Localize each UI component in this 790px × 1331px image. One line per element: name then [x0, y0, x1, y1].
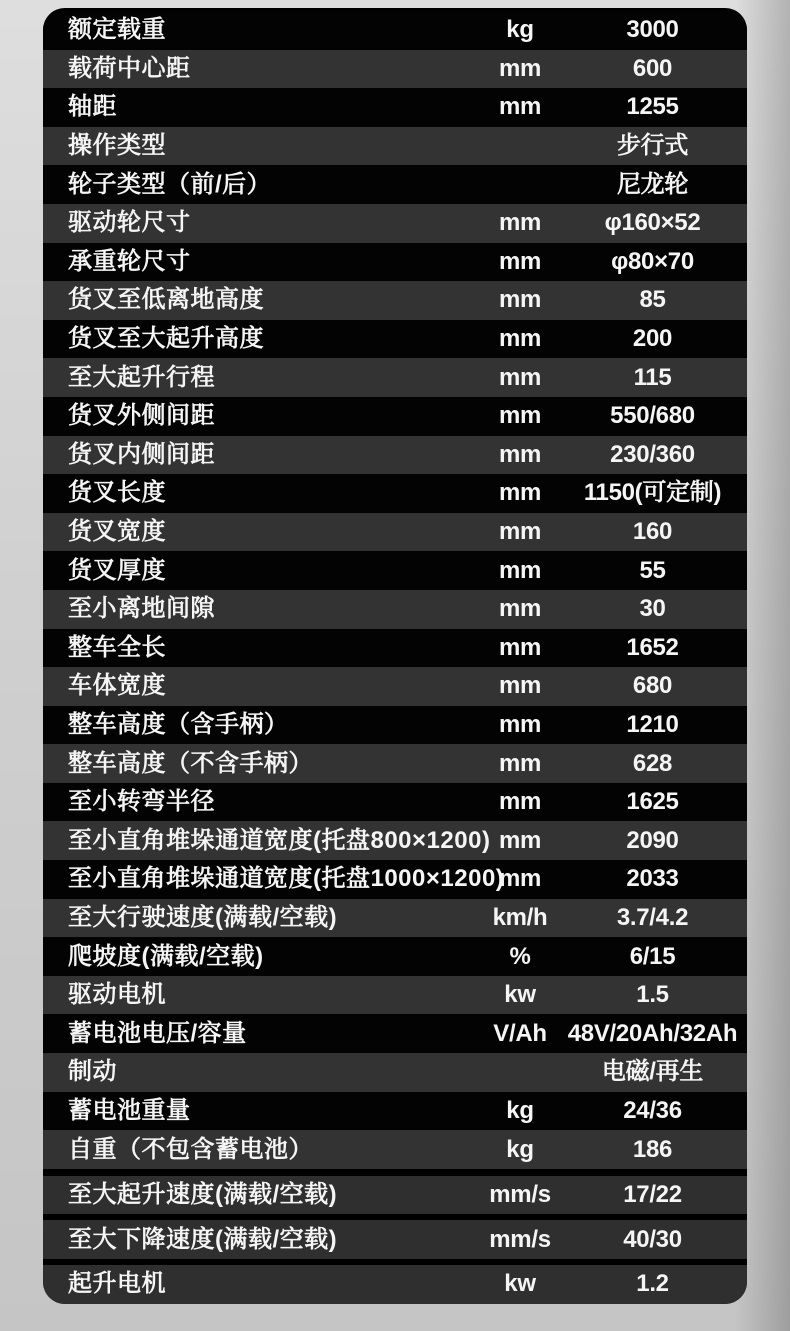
spec-row — [43, 551, 747, 590]
spec-label: 轴距 — [68, 93, 117, 121]
spec-value: 1.2 — [636, 1270, 669, 1298]
spec-value: φ80×70 — [611, 247, 694, 275]
spec-unit: mm/s — [489, 1225, 551, 1253]
spec-unit: kw — [504, 981, 536, 1009]
spec-unit: mm — [498, 672, 542, 700]
spec-label: 整车高度（含手柄） — [68, 710, 289, 738]
spec-unit: mm — [498, 209, 542, 237]
spec-label: 货叉长度 — [68, 479, 166, 507]
spec-label: 轮子类型（前/后） — [68, 170, 272, 198]
spec-row — [43, 358, 747, 397]
spec-value: 尼龙轮 — [616, 170, 689, 198]
spec-label: 整车全长 — [68, 633, 166, 661]
spec-label: 至大行驶速度(满载/空载) — [68, 903, 338, 931]
spec-row — [43, 590, 747, 629]
spec-value: 30 — [639, 595, 666, 623]
spec-value: 1255 — [626, 93, 679, 121]
spec-unit: mm — [498, 93, 542, 121]
spec-row — [43, 1265, 747, 1304]
spec-label: 额定载重 — [68, 16, 166, 44]
spec-row — [43, 1176, 747, 1215]
spec-label: 至小直角堆垛通道宽度(托盘1000×1200) — [68, 865, 505, 893]
spec-row — [43, 50, 747, 89]
spec-row — [43, 976, 747, 1015]
spec-unit: V/Ah — [493, 1019, 547, 1047]
spec-row — [43, 937, 747, 976]
spec-row — [43, 281, 747, 320]
spec-label: 制动 — [68, 1058, 117, 1086]
spec-row — [43, 860, 747, 899]
spec-label: 整车高度（不含手柄） — [68, 749, 313, 777]
spec-row — [43, 397, 747, 436]
spec-value: 1.5 — [636, 981, 669, 1009]
spec-row — [43, 1220, 747, 1259]
spec-value: 40/30 — [623, 1225, 682, 1253]
spec-value: 1150(可定制) — [583, 479, 722, 507]
spec-unit: mm/s — [489, 1181, 551, 1209]
spec-label: 蓄电池电压/容量 — [68, 1019, 247, 1047]
spec-value: 3000 — [626, 16, 679, 44]
spec-value: 17/22 — [623, 1181, 682, 1209]
spec-row — [43, 744, 747, 783]
spec-value: 1652 — [626, 633, 679, 661]
spec-row — [43, 243, 747, 282]
spec-row — [43, 436, 747, 475]
spec-value: 2090 — [626, 826, 679, 854]
spec-unit: % — [509, 942, 531, 970]
spec-value: 电磁/再生 — [601, 1058, 704, 1086]
spec-row — [43, 706, 747, 745]
spec-unit: mm — [498, 595, 542, 623]
spec-unit: mm — [498, 402, 542, 430]
spec-label: 承重轮尺寸 — [68, 247, 191, 275]
spec-row — [43, 1014, 747, 1053]
spec-unit: mm — [498, 556, 542, 584]
spec-label: 至大起升速度(满载/空载) — [68, 1181, 338, 1209]
spec-row — [43, 127, 747, 166]
spec-label: 操作类型 — [68, 132, 166, 160]
spec-row — [43, 667, 747, 706]
spec-label: 货叉宽度 — [68, 518, 166, 546]
spec-row — [43, 1130, 747, 1169]
spec-value: 600 — [632, 54, 673, 82]
spec-value: 160 — [632, 518, 673, 546]
spec-label: 起升电机 — [68, 1270, 166, 1298]
spec-unit: mm — [498, 479, 542, 507]
spec-value: 3.7/4.2 — [616, 903, 689, 931]
spec-unit: mm — [498, 363, 542, 391]
spec-unit: kg — [506, 1135, 534, 1163]
spec-label: 驱动轮尺寸 — [68, 209, 191, 237]
spec-value: 2033 — [626, 865, 679, 893]
spec-unit: mm — [498, 865, 542, 893]
spec-row — [43, 204, 747, 243]
spec-label: 货叉内侧间距 — [68, 440, 215, 468]
spec-label: 自重（不包含蓄电池） — [68, 1135, 313, 1163]
row-gap — [43, 1169, 747, 1176]
spec-label: 车体宽度 — [68, 672, 166, 700]
spec-value: 1210 — [626, 710, 679, 738]
spec-row — [43, 88, 747, 127]
spec-unit: mm — [498, 633, 542, 661]
spec-unit: kw — [504, 1270, 536, 1298]
spec-unit: mm — [498, 788, 542, 816]
spec-value: 55 — [639, 556, 666, 584]
spec-unit: mm — [498, 710, 542, 738]
spec-unit: kg — [506, 16, 534, 44]
spec-label: 货叉厚度 — [68, 556, 166, 584]
spec-value: 628 — [632, 749, 673, 777]
spec-unit: mm — [498, 749, 542, 777]
spec-value: 230/360 — [610, 440, 695, 468]
spec-row — [43, 513, 747, 552]
spec-unit: mm — [498, 518, 542, 546]
spec-label: 至大下降速度(满载/空载) — [68, 1225, 338, 1253]
spec-unit: kg — [506, 1096, 534, 1124]
spec-value: 680 — [632, 672, 673, 700]
spec-unit: mm — [498, 286, 542, 314]
spec-unit: mm — [498, 440, 542, 468]
spec-unit: mm — [498, 247, 542, 275]
spec-label: 货叉至低离地高度 — [68, 286, 264, 314]
spec-row — [43, 821, 747, 860]
spec-value: 1625 — [626, 788, 679, 816]
spec-value: 24/36 — [623, 1096, 682, 1124]
spec-label: 驱动电机 — [68, 981, 166, 1009]
spec-label: 至小离地间隙 — [68, 595, 215, 623]
spec-value: 115 — [633, 363, 672, 391]
spec-row — [43, 899, 747, 938]
spec-unit: mm — [498, 325, 542, 353]
spec-unit: km/h — [492, 903, 548, 931]
spec-value: 6/15 — [629, 942, 676, 970]
spec-row — [43, 629, 747, 668]
spec-value: 48V/20Ah/32Ah — [567, 1019, 738, 1047]
spec-label: 货叉外侧间距 — [68, 402, 215, 430]
spec-label: 至小直角堆垛通道宽度(托盘800×1200) — [68, 826, 491, 854]
spec-row — [43, 165, 747, 204]
spec-label: 载荷中心距 — [68, 54, 191, 82]
spec-label: 爬坡度(满载/空载) — [68, 942, 264, 970]
spec-label: 货叉至大起升高度 — [68, 325, 264, 353]
spec-row — [43, 783, 747, 822]
spec-row — [43, 474, 747, 513]
spec-label: 至小转弯半径 — [68, 788, 215, 816]
spec-value: 186 — [632, 1135, 673, 1163]
spec-row — [43, 1092, 747, 1131]
spec-label: 蓄电池重量 — [68, 1096, 191, 1124]
spec-row — [43, 1053, 747, 1092]
spec-row — [43, 320, 747, 359]
spec-value: 200 — [632, 325, 673, 353]
spec-value: φ160×52 — [604, 209, 701, 237]
spec-value: 步行式 — [616, 132, 689, 160]
spec-unit: mm — [498, 54, 542, 82]
spec-label: 至大起升行程 — [68, 363, 215, 391]
spec-value: 550/680 — [610, 402, 695, 430]
spec-value: 85 — [639, 286, 666, 314]
spec-row — [43, 11, 747, 50]
spec-table — [43, 8, 747, 1304]
spec-unit: mm — [498, 826, 542, 854]
